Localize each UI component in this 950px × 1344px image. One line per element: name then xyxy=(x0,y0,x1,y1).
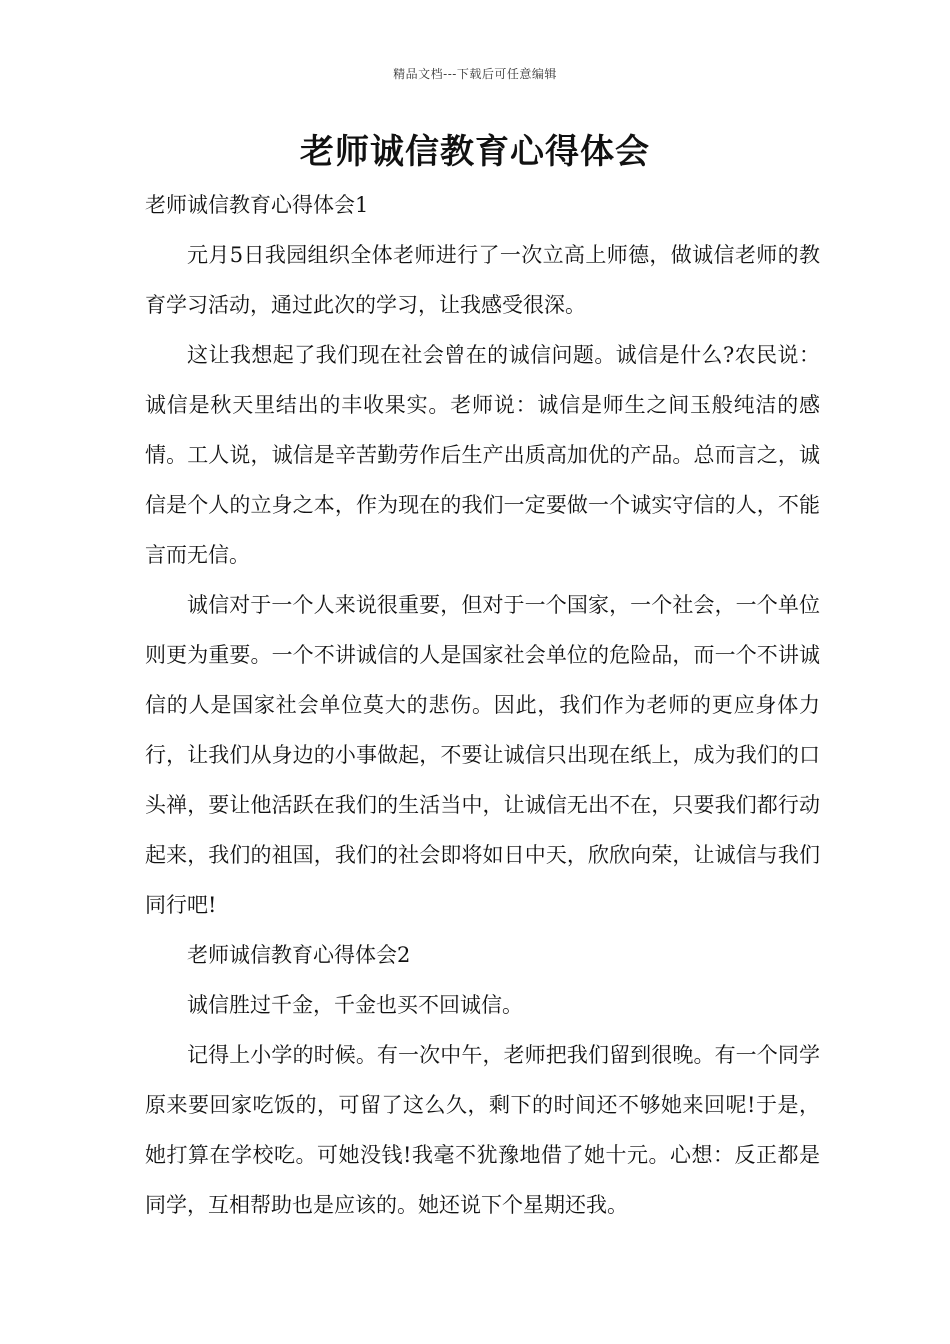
section-heading-1: 老师诚信教育心得体会1 xyxy=(145,193,369,217)
paragraph: 记得上小学的时候。有一次中午，老师把我们留到很晚。有一个同学原来要回家吃饭的，可留了这么久，剩下的时间还不够她来回呢!于是，她打算在学校吃。可她没钱!我毫不犹豫地借了她十元。心想：反正都是同学，互相帮助也是应该的。她还说下个星期还我。 xyxy=(145,1043,820,1217)
paragraph: 这让我想起了我们现在社会曾在的诚信问题。诚信是什么?农民说：诚信是秋天里结出的丰收果实。老师说：诚信是师生之间玉般纯洁的感情。工人说，诚信是辛苦勤劳作后生产出质高加优的产品。总而言之，诚信是个人的立身之本，作为现在的我们一定要做一个诚实守信的人，不能言而无信。 xyxy=(145,343,820,567)
document-title: 老师诚信教育心得体会 xyxy=(300,132,650,172)
paragraph: 元月5日我园组织全体老师进行了一次立高上师德，做诚信老师的教育学习活动，通过此次的学习，让我感受很深。 xyxy=(145,243,820,317)
header-note: 精品文档---下载后可任意编辑 xyxy=(393,67,557,81)
document-body xyxy=(145,180,820,1230)
paragraph: 诚信对于一个人来说很重要，但对于一个国家，一个社会，一个单位则更为重要。一个不讲诚信的人是国家社会单位的危险品，而一个不讲诚信的人是国家社会单位莫大的悲伤。因此，我们作为老师的更应身体力行，让我们从身边的小事做起，不要让诚信只出现在纸上，成为我们的口头禅，要让他活跃在我们的生活当中，让诚信无出不在，只要我们都行动起来，我们的祖国，我们的社会即将如日中天，欣欣向荣，让诚信与我们同行吧! xyxy=(145,593,820,917)
paragraph: 诚信胜过千金，千金也买不回诚信。 xyxy=(187,993,523,1017)
section-heading-2: 老师诚信教育心得体会2 xyxy=(187,943,411,967)
